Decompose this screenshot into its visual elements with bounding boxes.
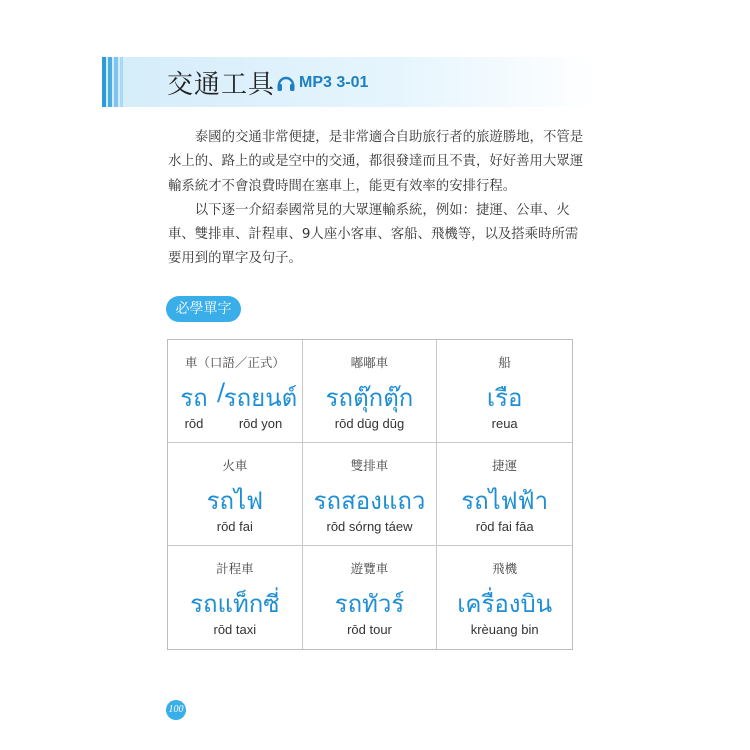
vocab-variant-colloquial <box>172 340 216 442</box>
romanization: rōd fai fāa <box>475 519 534 534</box>
thai-word: รถตุ๊กตุ๊ก <box>325 384 414 412</box>
romanization: rōd dūg dūg <box>334 416 405 431</box>
chinese-word: 車（口語／正式） <box>184 355 285 370</box>
thai-word: เครื่องบิน <box>457 590 553 618</box>
thai-word: รถไฟฟ้า <box>461 487 549 515</box>
chinese-word: 計程車 <box>216 561 254 576</box>
vocab-grid <box>167 339 573 650</box>
thai-word: รถทัวร์ <box>334 590 405 618</box>
thai-word: รถสองแถว <box>313 487 426 515</box>
chinese-word: 捷運 <box>492 458 518 473</box>
intro-paragraph: 泰國的交通非常便捷，是非常適合自助旅行者的旅遊勝地，不管是水上的、路上的或是空中的交通，都很發達而且不貴，好好善用大眾運輸系統才不會浪費時間在塞車上，能更有效率的安排行程。 <box>168 130 584 194</box>
chinese-word: 嘟嘟車 <box>350 355 389 370</box>
page-title: 交通工具 <box>167 70 276 100</box>
chinese-word: 遊覽車 <box>350 561 389 576</box>
thai-word: รถไฟ <box>206 487 264 515</box>
vocab-card <box>437 546 572 649</box>
vocab-card <box>168 443 303 546</box>
thai-word: รถ <box>180 384 208 412</box>
vocab-card <box>303 443 438 546</box>
romanization: rōd tour <box>347 622 392 637</box>
vocab-card <box>168 546 303 649</box>
romanization: rōd <box>184 416 204 431</box>
intro-paragraph: 以下逐一介紹泰國常見的大眾運輸系統，例如：捷運、公車、火車、雙排車、計程車、9人座小客車、客船、飛機等，以及搭乘時所需要用到的單字及句子。 <box>168 202 579 267</box>
header-stripe <box>108 57 112 107</box>
vocab-variant-formal <box>223 340 298 442</box>
chinese-word: 雙排車 <box>350 458 389 473</box>
thai-word: เรือ <box>486 384 523 412</box>
headphones-icon[interactable] <box>276 73 296 93</box>
thai-word-separator: / <box>216 378 226 406</box>
header-stripe <box>102 57 106 107</box>
vocab-card <box>168 340 303 443</box>
header-stripe <box>120 57 123 107</box>
vocab-card <box>303 546 438 649</box>
romanization: reua <box>491 416 518 431</box>
vocab-card <box>303 340 438 443</box>
section-label: 必學單字 <box>166 296 241 322</box>
chinese-word: 船 <box>498 355 511 370</box>
chinese-word: 火車 <box>222 458 248 473</box>
romanization: rōd taxi <box>213 622 257 637</box>
thai-word: รถยนต์ <box>223 384 298 412</box>
romanization: rōd sórng táew <box>326 519 413 534</box>
vocab-card <box>437 340 572 443</box>
vocab-card <box>437 443 572 546</box>
thai-word: รถแท็กซี่ <box>190 590 280 618</box>
intro-text <box>168 126 588 272</box>
header-stripe <box>114 57 118 107</box>
audio-track-label[interactable]: MP3 3-01 <box>299 74 369 91</box>
chinese-word: 飛機 <box>492 561 518 576</box>
romanization: rōd fai <box>216 519 253 534</box>
romanization: rōd yon <box>238 416 283 431</box>
romanization: krèuang bin <box>470 622 539 637</box>
page-number: 100 <box>166 700 186 720</box>
